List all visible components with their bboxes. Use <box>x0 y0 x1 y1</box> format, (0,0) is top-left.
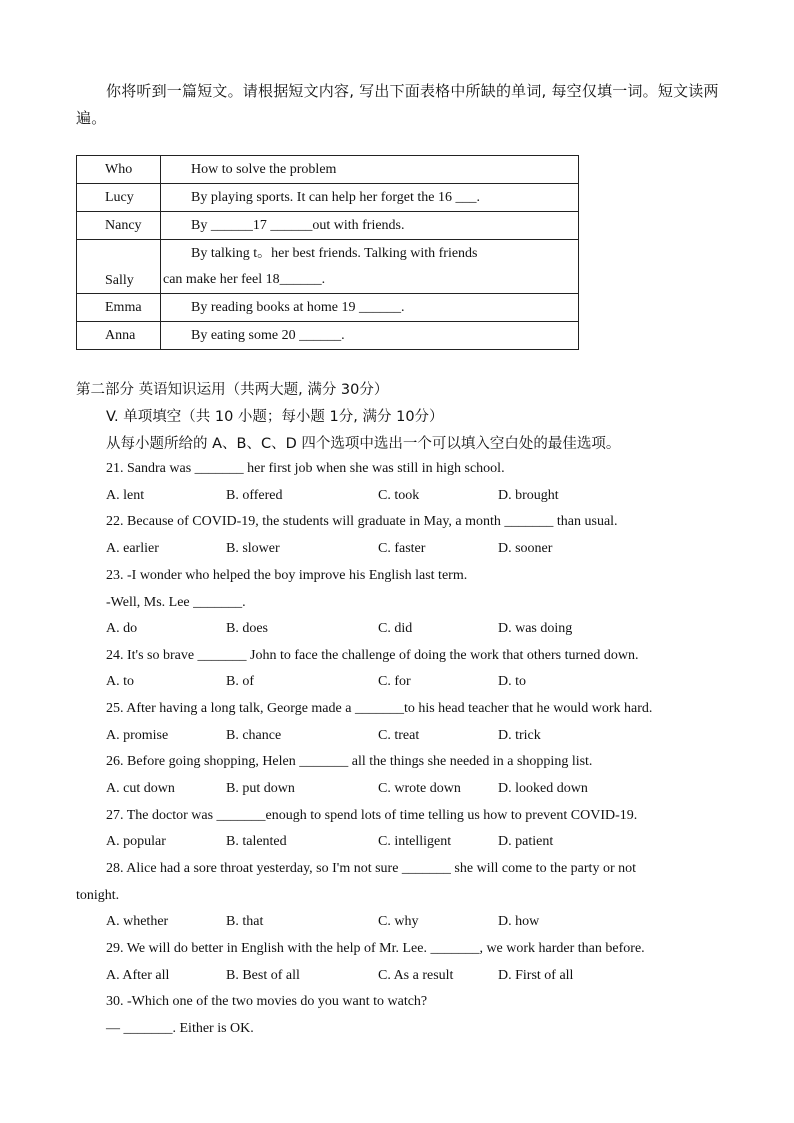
question-options <box>106 968 706 988</box>
option-a: A. cut down <box>106 781 175 796</box>
option-d: D. how <box>498 914 540 929</box>
question-stem: 21. Sandra was _______ her first job when she was still in high school. <box>106 461 505 476</box>
option-b: B. talented <box>226 834 287 849</box>
row-how-line1: By talking t。her best friends. Talking with friends <box>191 245 478 261</box>
row-how: By eating some 20 ______. <box>161 322 579 350</box>
question-options <box>106 914 706 934</box>
option-b: B. chance <box>226 728 282 743</box>
row-how-line2: can make her feel 18______. <box>163 271 326 287</box>
option-a: A. lent <box>106 488 145 503</box>
row-how <box>161 240 579 294</box>
table-row <box>77 294 579 322</box>
table-row <box>77 184 579 212</box>
table-row <box>77 322 579 350</box>
question-stem: 23. -I wonder who helped the boy improve his English last term. <box>106 568 468 583</box>
question-stem: 25. After having a long talk, George made a _______to his head teacher that he would work hard. <box>106 701 653 716</box>
row-who: Anna <box>77 322 161 350</box>
question-options <box>106 621 706 641</box>
question-stem: 22. Because of COVID-19, the students will graduate in May, a month _______ than usual. <box>106 514 618 529</box>
option-c: C. treat <box>378 728 420 743</box>
option-c: C. intelligent <box>378 834 452 849</box>
option-b: B. Best of all <box>226 968 300 983</box>
option-c: C. faster <box>378 541 426 556</box>
part-title: 第二部分 英语知识运用（共两大题, 满分 30分） <box>76 382 389 398</box>
question-stem-line2: — _______. Either is OK. <box>106 1021 254 1036</box>
option-d: D. sooner <box>498 541 553 556</box>
option-a: A. to <box>106 674 134 689</box>
row-how: By reading books at home 19 ______. <box>161 294 579 322</box>
row-who: Emma <box>77 294 161 322</box>
question-options <box>106 728 706 748</box>
question-stem: 30. -Which one of the two movies do you want to watch? <box>106 994 428 1009</box>
question-options <box>106 781 706 801</box>
option-b: B. put down <box>226 781 295 796</box>
table-row <box>77 240 579 294</box>
question-stem: 28. Alice had a sore throat yesterday, so I'm not sure _______ she will come to the party or not <box>106 861 636 876</box>
option-d: D. patient <box>498 834 554 849</box>
option-a: A. After all <box>106 968 170 983</box>
option-c: C. took <box>378 488 420 503</box>
row-how: By playing sports. It can help her forget the 16 ___. <box>161 184 579 212</box>
question-options <box>106 834 706 854</box>
row-who: Sally <box>105 273 134 288</box>
option-a: A. promise <box>106 728 169 743</box>
option-d: D. to <box>498 674 526 689</box>
listening-instructions: 你将听到一篇短文。请根据短文内容, 写出下面表格中所缺的单词, 每空仅填一词。短文读两遍。 <box>76 82 719 127</box>
row-who: Nancy <box>77 212 161 240</box>
row-who: Lucy <box>77 184 161 212</box>
option-b: B. that <box>226 914 264 929</box>
table-row <box>77 212 579 240</box>
option-b: B. does <box>226 621 268 636</box>
question-options <box>106 488 706 508</box>
section-instruction: 从每小题所给的 A、B、C、D 四个选项中选出一个可以填入空白处的最佳选项。 <box>106 436 621 452</box>
question-options <box>106 674 706 694</box>
option-c: C. for <box>378 674 411 689</box>
question-stem: 27. The doctor was _______enough to spend lots of time telling us how to prevent COVID-19. <box>106 808 638 823</box>
question-stem: 24. It's so brave _______ John to face the challenge of doing the work that others turned down. <box>106 648 639 663</box>
option-d: D. brought <box>498 488 559 503</box>
question-stem: 26. Before going shopping, Helen _______ all the things she needed in a shopping list. <box>106 754 593 769</box>
option-a: A. popular <box>106 834 166 849</box>
option-d: D. trick <box>498 728 541 743</box>
question-stem-continued: tonight. <box>76 888 120 903</box>
option-a: A. earlier <box>106 541 159 556</box>
header-how: How to solve the problem <box>161 156 579 184</box>
option-d: D. was doing <box>498 621 573 636</box>
question-options <box>106 541 706 561</box>
option-a: A. whether <box>106 914 169 929</box>
question-stem: 29. We will do better in English with the help of Mr. Lee. _______, we work harder than before. <box>106 941 645 956</box>
listening-table <box>76 155 579 350</box>
option-b: B. slower <box>226 541 280 556</box>
table-header-row <box>77 156 579 184</box>
section-subtitle: V. 单项填空（共 10 小题；每小题 1分, 满分 10分） <box>106 409 444 425</box>
option-c: C. did <box>378 621 413 636</box>
option-d: D. looked down <box>498 781 588 796</box>
option-c: C. As a result <box>378 968 454 983</box>
option-b: B. of <box>226 674 254 689</box>
question-stem-line2: -Well, Ms. Lee _______. <box>106 595 246 610</box>
row-who-cell <box>77 240 161 294</box>
option-d: D. First of all <box>498 968 574 983</box>
row-how: By ______17 ______out with friends. <box>161 212 579 240</box>
option-a: A. do <box>106 621 138 636</box>
option-b: B. offered <box>226 488 283 503</box>
option-c: C. wrote down <box>378 781 461 796</box>
option-c: C. why <box>378 914 419 929</box>
header-who: Who <box>77 156 161 184</box>
